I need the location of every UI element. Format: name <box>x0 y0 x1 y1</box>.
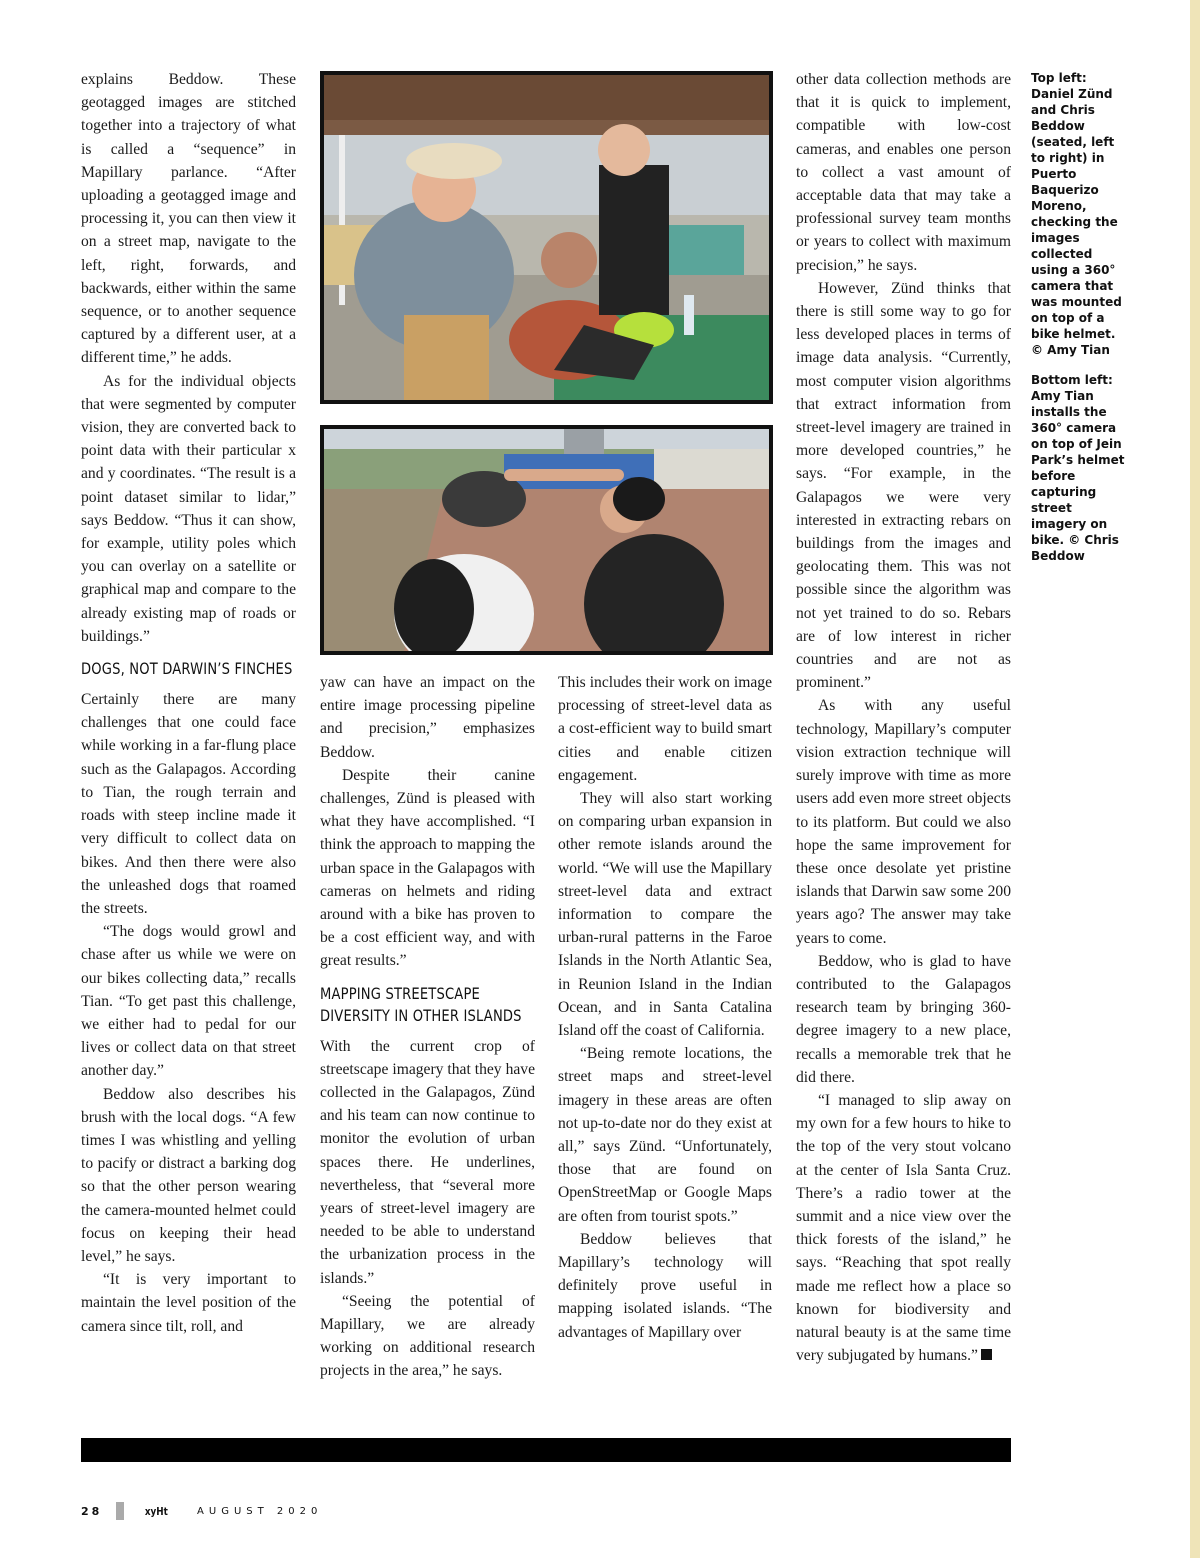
paragraph: Beddow also describes his brush with the local dogs. “A few times I was whistling and yelling to pacify or distract a barking dog so that the other person wearing the camera-mounted helmet could focus on keeping their head level,” he says. <box>81 1085 296 1265</box>
photo-captions <box>1031 70 1127 578</box>
photo-image <box>324 75 769 400</box>
page-number: 28 <box>81 1504 103 1518</box>
paragraph: As with any useful technology, Mapillary’s computer vision extraction technique will surely improve with time as more users add even more street objects to its platform. But could we also hope the same improvement for these once desolate yet pristine islands that Darwin saw some 200 years ago? The answer may take years to come. <box>796 697 1011 947</box>
magazine-name: xyHt <box>145 1504 169 1518</box>
column-2 <box>320 671 535 1383</box>
paragraph: yaw can have an impact on the entire image processing pipeline and precision,” emphasizes Beddow. <box>320 674 535 761</box>
page-footer <box>81 1502 322 1520</box>
end-of-article-mark <box>981 1349 992 1360</box>
section-heading: DOGS, NOT DARWIN’S FINCHES <box>81 659 293 679</box>
page-edge <box>1190 0 1200 1558</box>
paragraph-text: “I managed to slip away on my own for a few hours to hike to the top of the very stout volcano at the center of Isla Santa Cruz. There’s a radio tower at the summit and a nice view over the thick forests of the island,” he says. “Reaching that spot really made me reflect how a place so known for biodiversity and natural beauty is at the same time very subjugated by humans.” <box>796 1091 1011 1365</box>
column-3 <box>558 671 772 1344</box>
footer-separator <box>116 1502 124 1520</box>
paragraph: However, Zünd thinks that there is still some way to go for less developed places in terms of image data analysis. “Currently, most computer vision algorithms that extract information from street-level imagery are trained in more developed countries,” he says. “For example, in the Galapagos we were very interested in extracting rebars on buildings from the images and geolocating them. This was not possible since the algorithm was not yet trained to do so. Rebars are of low interest in richer countries and are not as prominent.” <box>796 279 1011 692</box>
footer-bar <box>81 1438 1011 1462</box>
photo-researchers-seated <box>320 71 773 404</box>
caption-top: Top left: Daniel Zünd and Chris Beddow (seated, left to right) in Puerto Baquerizo Moreno, checking the images collected using a 360° camera that was mounted on top of a bike helmet. © Amy Tian <box>1031 71 1122 357</box>
paragraph: Certainly there are many challenges that one could face while working in a far-flung place such as the Galapagos. According to Tian, the rough terrain and roads with steep incline made it very difficult to collect data on bikes. And then there were also the unleashed dogs that roamed the streets. <box>81 691 296 917</box>
issue-date: AUGUST 2020 <box>197 1505 323 1517</box>
paragraph: With the current crop of streetscape imagery that they have collected in the Galapagos, Zünd and his team can now continue to monitor the evolution of urban spaces there. He underlines, nevertheless, that “several more years of street-level imagery are needed to be able to understand the urbanization process in the islands.” <box>320 1037 535 1287</box>
photo-image <box>324 429 769 651</box>
paragraph: “Being remote locations, the street maps and street-level imagery in these areas are often not up-to-date nor do they exist at all,” says Zünd. “Unfortunately, those that are found on OpenStreetMap or Google Maps are often from tourist spots.” <box>558 1045 772 1225</box>
paragraph: Beddow, who is glad to have contributed to the Galapagos research team by bringing 360-degree imagery to a new place, recalls a memorable trek that he did there. <box>796 952 1011 1086</box>
paragraph: They will also start working on comparing urban expansion in other remote islands around the world. “We will use the Mapillary street-level data and extract information to compare the urban-rural patterns in the Faroe Islands in the North Atlantic Sea, in Reunion Island in the Indian Ocean, and in Santa Catalina Island off the coast of California. <box>558 790 772 1040</box>
section-heading: MAPPING STREETSCAPE DIVERSITY IN OTHER ISLANDS <box>320 983 522 1025</box>
paragraph: This includes their work on image processing of street-level data as a cost-efficient way to build smart cities and enable citizen engagement. <box>558 674 772 784</box>
paragraph: As for the individual objects that were segmented by computer vision, they are converted back to point data with their particular x and y coordinates. “The result is a point dataset similar to lidar,” says Beddow. “Thus it can show, for example, utility poles which you can overlay on a satellite or graphical map and compare to the already existing map of roads or buildings.” <box>81 372 296 645</box>
paragraph: Beddow believes that Mapillary’s technology will definitely prove useful in mapping isolated islands. “The advantages of Mapillary over <box>558 1230 772 1341</box>
paragraph: “It is very important to maintain the level position of the camera since tilt, roll, and <box>81 1271 296 1335</box>
paragraph <box>796 1089 1011 1367</box>
paragraph: other data collection methods are that it is quick to implement, compatible with low-cost cameras, and enables one person to collect a vast amount of acceptable data that may take a professional survey team months or years to collect with maximum precision,” he says. <box>796 71 1011 274</box>
photo-helmet-camera-install <box>320 425 773 655</box>
column-1 <box>81 68 296 1338</box>
paragraph: “The dogs would growl and chase after us while we were on our bikes collecting data,” recalls Tian. “To get past this challenge, we either had to pedal for our lives or collect data on that street another day.” <box>81 923 296 1080</box>
paragraph: Despite their canine challenges, Zünd is pleased with what they have accomplished. “I think the approach to mapping the urban space in the Galapagos with cameras on helmets and riding around with a bike has proven to be a cost efficient way, and with great results.” <box>320 766 535 970</box>
paragraph: “Seeing the potential of Mapillary, we are already working on additional research projects in the area,” he says. <box>320 1292 535 1380</box>
paragraph: explains Beddow. These geotagged images are stitched together into a trajectory of what is called a “sequence” in Mapillary parlance. “After uploading a geotagged image and processing it, you can then view it on a street map, navigate to the left, right, forwards, and backwards, either within the same sequence, or to another sequence captured by a different user, at a different time,” he adds. <box>81 71 296 367</box>
column-4 <box>796 68 1011 1367</box>
caption-bottom: Bottom left: Amy Tian installs the 360° camera on top of Jein Park’s helmet before capturing street imagery on bike. © Chris Beddow <box>1031 373 1125 563</box>
